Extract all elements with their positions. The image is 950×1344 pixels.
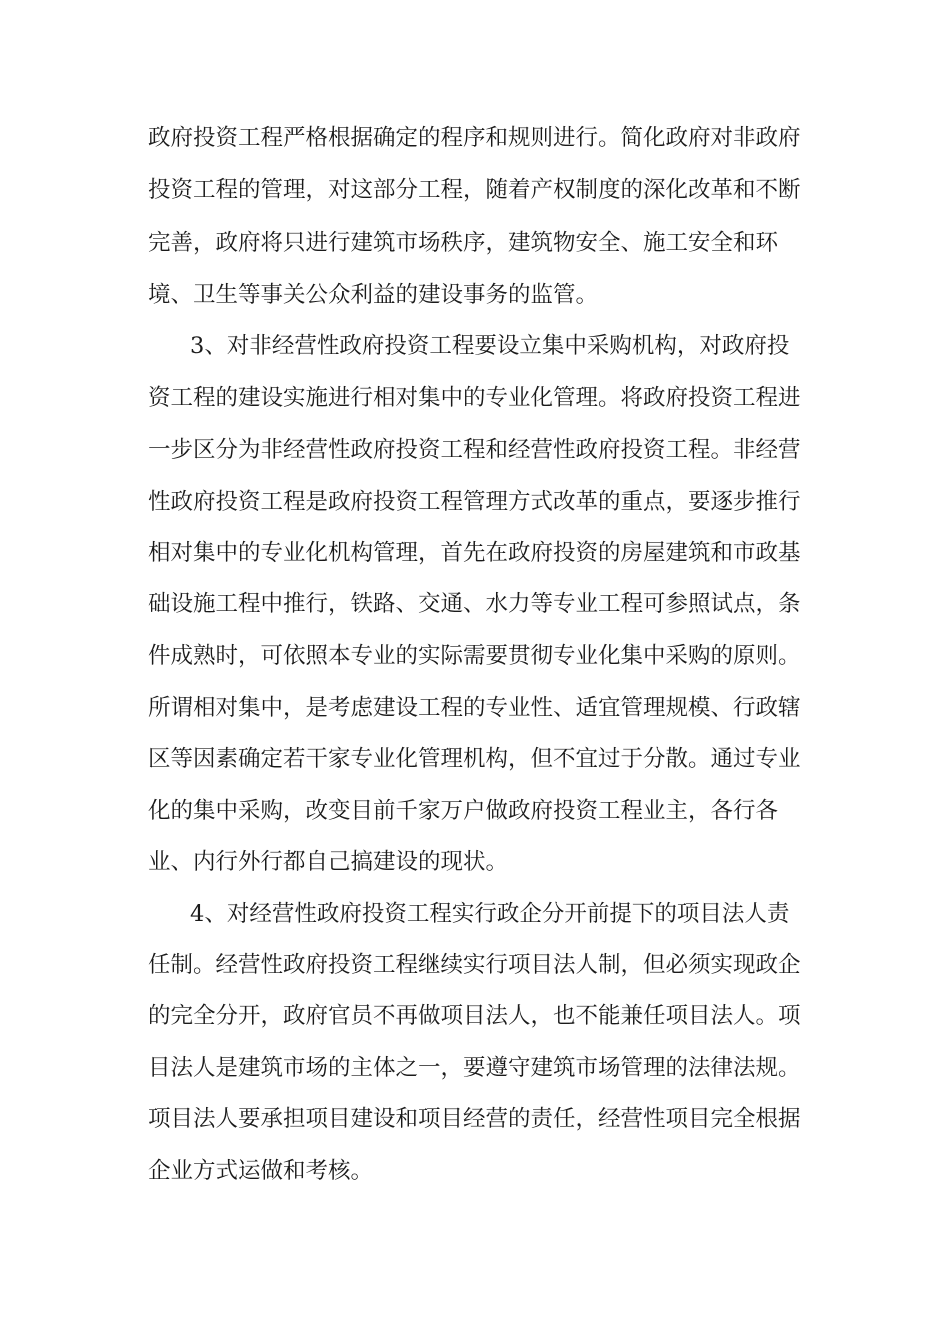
paragraph-2-line-1: 3、对非经营性政府投资工程要设立集中采购机构，对政府投 [190,333,790,359]
paragraph-2-line-2: 资工程的建设实施进行相对集中的专业化管理。将政府投资工程进 [148,385,801,411]
paragraph-3-line-4: 目法人是建筑市场的主体之一，要遵守建筑市场管理的法律法规。 [148,1055,801,1081]
paragraph-3-line-1: 4、对经营性政府投资工程实行政企分开前提下的项目法人责 [190,901,790,927]
paragraph-2-line-11: 业、内行外行都自己搞建设的现状。 [148,849,509,875]
paragraph-1-line-3: 完善，政府将只进行建筑市场秩序，建筑物安全、施工安全和环 [148,230,779,256]
paragraph-2-line-9: 区等因素确定若干家专业化管理机构，但不宜过于分散。通过专业 [148,746,801,772]
paragraph-1-line-2: 投资工程的管理，对这部分工程，随着产权制度的深化改革和不断 [148,177,801,203]
paragraph-2-line-8: 所谓相对集中，是考虑建设工程的专业性、适宜管理规模、行政辖 [148,695,801,721]
paragraph-2-line-4: 性政府投资工程是政府投资工程管理方式改革的重点，要逐步推行 [148,489,801,515]
paragraph-2-line-6: 础设施工程中推行，铁路、交通、水力等专业工程可参照试点，条 [148,591,801,617]
paragraph-3-line-3: 的完全分开，政府官员不再做项目法人，也不能兼任项目法人。项 [148,1003,801,1029]
paragraph-3-line-2: 任制。经营性政府投资工程继续实行项目法人制，但必须实现政企 [148,952,801,978]
paragraph-2-line-7: 件成熟时，可依照本专业的实际需要贯彻专业化集中采购的原则。 [148,643,801,669]
paragraph-2-line-3: 一步区分为非经营性政府投资工程和经营性政府投资工程。非经营 [148,437,801,463]
paragraph-1-line-4: 境、卫生等事关公众利益的建设事务的监管。 [148,282,599,308]
paragraph-3-line-6: 企业方式运做和考核。 [148,1158,374,1184]
paragraph-1-line-1: 政府投资工程严格根据确定的程序和规则进行。简化政府对非政府 [148,125,801,151]
paragraph-3-line-5: 项目法人要承担项目建设和项目经营的责任，经营性项目完全根据 [148,1106,801,1132]
paragraph-2-line-5: 相对集中的专业化机构管理，首先在政府投资的房屋建筑和市政基 [148,540,801,566]
paragraph-2-line-10: 化的集中采购，改变目前千家万户做政府投资工程业主，各行各 [148,798,779,824]
